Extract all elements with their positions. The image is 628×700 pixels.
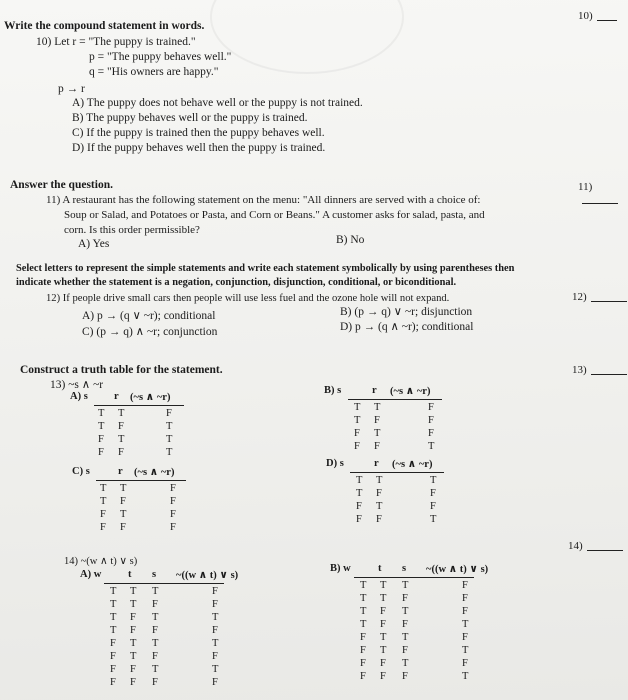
table-row [344, 670, 474, 683]
table-cell: T [130, 599, 137, 610]
table-cell: T [462, 619, 469, 630]
table-row [84, 407, 184, 420]
table-header-rule [94, 405, 184, 406]
table-row [84, 433, 184, 446]
q14-table-a[interactable] [80, 569, 239, 689]
table-cell: T [166, 447, 173, 458]
table-cell: T [360, 580, 367, 591]
table-header-cell: s [152, 569, 157, 580]
table-cell: F [212, 599, 218, 610]
table-cell: T [166, 421, 173, 432]
answer-number: 12) [572, 291, 587, 303]
table-row [344, 605, 474, 618]
table-cell: F [376, 488, 382, 499]
table-header [326, 458, 444, 471]
table-cell: F [356, 514, 362, 525]
table-cell: F [462, 580, 468, 591]
answer-number: 11) [578, 181, 593, 193]
answer-line[interactable] [597, 20, 617, 21]
table-cell: F [428, 415, 434, 426]
table-cell: F [212, 586, 218, 597]
table-cell: T [110, 612, 117, 623]
q12-question: 12) If people drive small cars then people will use less fuel and the ozone hole will not expand. [46, 293, 450, 304]
q12-option-b[interactable]: B) (p → q) ∨ ~r; disjunction [340, 306, 473, 318]
table-cell: T [98, 408, 105, 419]
table-cell: T [356, 475, 363, 486]
table-cell: F [110, 664, 116, 675]
table-row [338, 440, 442, 453]
table-header-rule [354, 577, 474, 578]
table-header [330, 563, 489, 576]
table-row [86, 521, 186, 534]
table-row [94, 611, 224, 624]
table-row [86, 482, 186, 495]
table-cell: F [360, 658, 366, 669]
q10-option-c[interactable]: C) If the puppy is trained then the puppy behaves well. [72, 127, 325, 139]
table-cell: F [360, 671, 366, 682]
table-cell: T [110, 586, 117, 597]
table-cell: T [402, 580, 409, 591]
table-cell: F [170, 496, 176, 507]
table-header-cell: r [114, 391, 119, 402]
q10-option-d[interactable]: D) If the puppy behaves well then the puppy is trained. [72, 142, 326, 154]
table-cell: F [354, 428, 360, 439]
table-cell: F [130, 664, 136, 675]
table-cell: T [380, 645, 387, 656]
table-header-rule [104, 583, 224, 584]
table-cell: F [462, 632, 468, 643]
table-row [340, 487, 444, 500]
q10-option-b[interactable]: B) The puppy behaves well or the puppy is trained. [72, 112, 308, 124]
table-cell: T [360, 619, 367, 630]
table-cell: T [402, 632, 409, 643]
table-cell: F [120, 496, 126, 507]
q14-expression: 14) ~(w ∧ t) ∨ s) [64, 556, 138, 567]
table-header [72, 466, 186, 479]
table-header-cell: r [118, 466, 123, 477]
table-row [344, 579, 474, 592]
q10-p-def: p = "The puppy behaves well." [89, 51, 232, 63]
table-cell: F [152, 599, 158, 610]
table-cell: F [430, 488, 436, 499]
table-cell: F [98, 447, 104, 458]
table-cell: T [130, 638, 137, 649]
table-cell: T [152, 664, 159, 675]
table-cell: F [380, 671, 386, 682]
table-cell: F [130, 612, 136, 623]
q11-option-b[interactable]: B) No [336, 234, 365, 246]
table-cell: T [380, 580, 387, 591]
table-row [338, 427, 442, 440]
table-cell: T [380, 593, 387, 604]
q12-option-d[interactable]: D) p → (q ∧ ~r); conditional [340, 321, 474, 333]
answer-label-13 [572, 364, 627, 376]
table-cell: F [380, 619, 386, 630]
q13-expression: 13) ~s ∧ ~r [50, 379, 104, 391]
table-row [344, 657, 474, 670]
table-cell: F [170, 522, 176, 533]
table-cell: F [402, 619, 408, 630]
table-cell: T [212, 664, 219, 675]
table-header-cell: (~s ∧ ~r) [134, 467, 175, 478]
q13-table-a[interactable] [70, 391, 184, 459]
watermark-circle [210, 0, 404, 74]
q11-line-2: Soup or Salad, and Potatoes or Pasta, and Corn or Beans." A customer asks for salad, pasta, and [64, 209, 485, 221]
table-header-cell: (~s ∧ ~r) [130, 392, 171, 403]
table-cell: T [130, 651, 137, 662]
table-cell: F [118, 421, 124, 432]
table-header-cell: A) s [70, 391, 88, 402]
table-row [94, 637, 224, 650]
table-cell: T [110, 625, 117, 636]
table-row [94, 676, 224, 689]
table-row [344, 644, 474, 657]
answer-number: 10) [578, 10, 593, 22]
table-cell: T [462, 671, 469, 682]
q10-option-a[interactable]: A) The puppy does not behave well or the puppy is not trained. [72, 97, 363, 109]
table-cell: F [402, 671, 408, 682]
table-row [344, 592, 474, 605]
table-cell: T [402, 606, 409, 617]
q11-option-a[interactable]: A) Yes [78, 238, 110, 250]
section-title-answer-question: Answer the question. [10, 179, 113, 191]
answer-line[interactable] [591, 301, 627, 302]
table-header-cell: (~s ∧ ~r) [390, 386, 431, 397]
table-header [80, 569, 239, 582]
table-cell: T [376, 475, 383, 486]
table-row [84, 446, 184, 459]
table-cell: F [380, 606, 386, 617]
table-cell: F [374, 441, 380, 452]
table-cell: T [354, 415, 361, 426]
table-header-rule [350, 472, 444, 473]
answer-number: 13) [572, 364, 587, 376]
q13-table-c[interactable] [72, 466, 186, 534]
q12-option-c[interactable]: C) (p → q) ∧ ~r; conjunction [82, 326, 218, 338]
table-cell: F [170, 483, 176, 494]
table-row [94, 624, 224, 637]
table-cell: T [152, 612, 159, 623]
table-cell: F [130, 677, 136, 688]
table-cell: T [166, 434, 173, 445]
table-header-rule [96, 480, 186, 481]
answer-number: 14) [568, 540, 583, 552]
table-cell: T [98, 421, 105, 432]
table-cell: F [98, 434, 104, 445]
answer-line[interactable] [591, 374, 627, 375]
table-cell: T [374, 402, 381, 413]
q12-option-a[interactable]: A) p → (q ∨ ~r); conditional [82, 310, 216, 322]
table-row [338, 401, 442, 414]
q14-table-b[interactable] [330, 563, 489, 683]
table-cell: F [100, 509, 106, 520]
table-cell: T [428, 441, 435, 452]
table-cell: F [130, 625, 136, 636]
table-cell: F [360, 645, 366, 656]
table-cell: F [110, 651, 116, 662]
table-cell: T [130, 586, 137, 597]
table-cell: T [100, 496, 107, 507]
table-cell: F [402, 645, 408, 656]
section-title-truth-table: Construct a truth table for the statement. [20, 364, 223, 376]
table-row [94, 650, 224, 663]
table-cell: T [118, 408, 125, 419]
table-cell: T [152, 638, 159, 649]
answer-label-10 [578, 10, 617, 22]
table-row [84, 420, 184, 433]
table-header-rule [348, 399, 442, 400]
section-title-write-words: Write the compound statement in words. [4, 20, 205, 32]
table-cell: F [152, 625, 158, 636]
table-cell: F [110, 677, 116, 688]
table-cell: T [430, 514, 437, 525]
table-cell: T [354, 402, 361, 413]
q13-table-d[interactable] [326, 458, 444, 526]
table-cell: F [428, 402, 434, 413]
table-cell: F [354, 441, 360, 452]
table-header-cell: B) s [324, 385, 342, 396]
table-header-cell: s [402, 563, 407, 574]
table-cell: T [376, 501, 383, 512]
table-cell: F [170, 509, 176, 520]
table-cell: F [428, 428, 434, 439]
q10-q-def: q = "His owners are happy." [89, 66, 219, 78]
table-cell: F [462, 606, 468, 617]
table-header-cell: t [378, 563, 382, 574]
table-header-cell: ~((w ∧ t) ∨ s) [426, 564, 489, 575]
table-row [338, 414, 442, 427]
table-cell: T [118, 434, 125, 445]
table-cell: T [430, 475, 437, 486]
table-row [86, 508, 186, 521]
answer-label-11 [578, 181, 628, 205]
table-cell: T [462, 645, 469, 656]
table-cell: T [212, 612, 219, 623]
section-instructions-line-2: indicate whether the statement is a negation, conjunction, disjunction, conditional, or biconditional. [16, 277, 457, 288]
table-cell: F [120, 522, 126, 533]
table-row [340, 474, 444, 487]
table-row [94, 598, 224, 611]
table-cell: T [110, 599, 117, 610]
table-cell: F [110, 638, 116, 649]
table-cell: T [100, 483, 107, 494]
table-row [340, 500, 444, 513]
table-header-cell: (~s ∧ ~r) [392, 459, 433, 470]
q10-expression: p → r [58, 83, 85, 95]
table-header-cell: B) w [330, 563, 351, 574]
table-cell: F [212, 677, 218, 688]
q13-table-b[interactable] [324, 385, 442, 453]
table-header-cell: C) s [72, 466, 90, 477]
table-header [70, 391, 184, 404]
table-cell: T [360, 606, 367, 617]
table-cell: F [376, 514, 382, 525]
table-cell: F [360, 632, 366, 643]
table-cell: F [402, 593, 408, 604]
table-cell: T [212, 638, 219, 649]
table-header-cell: r [374, 458, 379, 469]
table-row [94, 663, 224, 676]
table-cell: T [152, 586, 159, 597]
table-header-cell: A) w [80, 569, 102, 580]
table-row [86, 495, 186, 508]
table-row [344, 618, 474, 631]
table-cell: F [462, 658, 468, 669]
table-cell: F [380, 658, 386, 669]
table-header [324, 385, 442, 398]
table-cell: T [374, 428, 381, 439]
table-cell: F [212, 625, 218, 636]
table-row [344, 631, 474, 644]
table-cell: F [212, 651, 218, 662]
table-cell: F [152, 677, 158, 688]
table-cell: F [374, 415, 380, 426]
answer-label-14 [568, 540, 623, 552]
answer-line[interactable] [582, 203, 618, 204]
table-cell: T [356, 488, 363, 499]
table-header-cell: D) s [326, 458, 344, 469]
table-cell: F [166, 408, 172, 419]
q11-line-3: corn. Is this order permissible? [64, 224, 200, 236]
table-cell: T [360, 593, 367, 604]
answer-line[interactable] [587, 550, 623, 551]
table-cell: F [356, 501, 362, 512]
table-cell: T [380, 632, 387, 643]
table-row [94, 585, 224, 598]
section-instructions-line-1: Select letters to represent the simple statements and write each statement symbolically by using parentheses then [16, 263, 515, 274]
table-row [340, 513, 444, 526]
table-header-cell: ~((w ∧ t) ∨ s) [176, 570, 239, 581]
q11-line-1: 11) A restaurant has the following statement on the menu: "All dinners are served with a choice of: [46, 194, 481, 206]
table-cell: T [120, 483, 127, 494]
table-cell: F [152, 651, 158, 662]
table-cell: T [120, 509, 127, 520]
table-cell: F [462, 593, 468, 604]
table-header-cell: r [372, 385, 377, 396]
table-cell: F [118, 447, 124, 458]
table-cell: F [100, 522, 106, 533]
answer-label-12 [572, 291, 627, 303]
table-cell: F [430, 501, 436, 512]
table-header-cell: t [128, 569, 132, 580]
table-cell: T [402, 658, 409, 669]
q10-let-r: 10) Let r = "The puppy is trained." [36, 36, 196, 48]
